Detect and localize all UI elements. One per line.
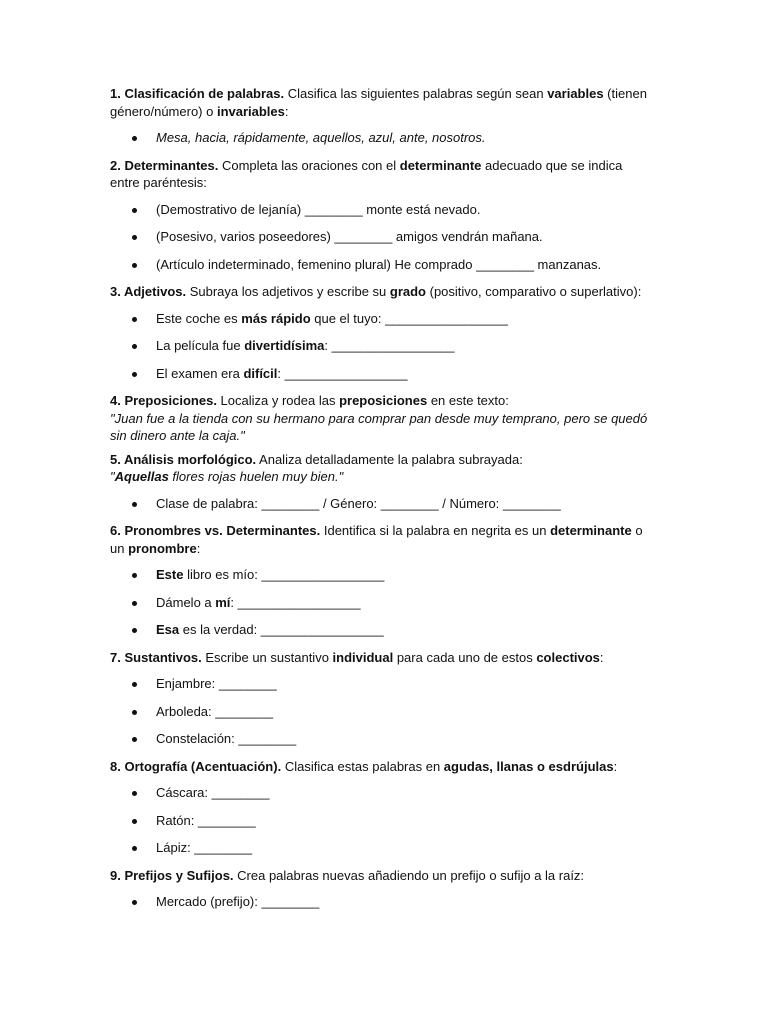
bullet-icon bbox=[132, 208, 137, 213]
text-run: en este texto: bbox=[427, 393, 509, 408]
bullet-icon bbox=[132, 682, 137, 687]
list-item bbox=[110, 495, 655, 513]
text-run: Completa las oraciones con el bbox=[218, 157, 400, 173]
bullet-icon bbox=[132, 628, 137, 633]
list-item bbox=[110, 337, 655, 355]
text-run: Cáscara: ________ bbox=[156, 785, 270, 800]
list-item bbox=[110, 594, 655, 612]
text-run: : _________________ bbox=[324, 338, 455, 353]
text-run: Subraya los adjetivos y escribe su bbox=[186, 284, 390, 299]
exercise-1-list bbox=[110, 129, 655, 147]
list-item bbox=[110, 365, 655, 383]
text-run: o un bbox=[110, 523, 643, 556]
text-run: 3. Adjetivos. bbox=[110, 284, 187, 299]
text-run: 2. Determinantes. bbox=[110, 157, 219, 173]
text-run: "Juan fue a la tienda con su hermano para comprar pan desde muy temprano, pero se quedó sin dinero ante la caja." bbox=[110, 410, 648, 443]
text-run: 7. Sustantivos. bbox=[110, 649, 202, 665]
text-run: : bbox=[284, 103, 289, 119]
list-item bbox=[110, 129, 655, 147]
exercise-5-list bbox=[110, 495, 655, 513]
list-item bbox=[110, 621, 655, 639]
bullet-icon bbox=[132, 846, 137, 851]
exercise-9-prompt bbox=[110, 867, 655, 885]
exercise-8-list bbox=[110, 784, 655, 857]
list-item bbox=[110, 566, 655, 584]
text-run: Constelación: ________ bbox=[156, 731, 297, 746]
bullet-icon bbox=[132, 819, 137, 824]
text-run: Identifica si la palabra en negrita es un bbox=[320, 523, 551, 538]
text-run: La película fue bbox=[156, 338, 245, 353]
text-run: Ratón: ________ bbox=[156, 812, 256, 828]
text-run: variables bbox=[547, 86, 604, 101]
exercise-9-list bbox=[110, 893, 655, 911]
bullet-icon bbox=[132, 573, 137, 578]
bullet-icon bbox=[132, 791, 137, 796]
text-run: Arboleda: ________ bbox=[156, 703, 274, 719]
bullet-icon bbox=[132, 235, 137, 240]
list-item bbox=[110, 201, 655, 219]
text-run: 6. Pronombres vs. Determinantes. bbox=[110, 523, 321, 538]
text-run: El examen era bbox=[156, 365, 244, 381]
bullet-icon bbox=[132, 344, 137, 349]
text-run: 1. Clasificación de palabras. bbox=[110, 86, 285, 101]
text-run: 4. Preposiciones. bbox=[110, 393, 217, 408]
text-run: Clasifica estas palabras en bbox=[281, 758, 444, 774]
text-run: Esa bbox=[156, 622, 180, 637]
list-item bbox=[110, 839, 655, 857]
text-run: Analiza detalladamente la palabra subrayada: bbox=[256, 451, 523, 467]
text-run: : bbox=[599, 649, 604, 665]
text-run: difícil bbox=[243, 365, 278, 381]
list-item bbox=[110, 893, 655, 911]
text-run: 8. Ortografía (Acentuación). bbox=[110, 758, 282, 774]
text-run: : bbox=[613, 758, 618, 774]
text-run: : _________________ bbox=[277, 365, 408, 381]
exercise-7-prompt bbox=[110, 649, 655, 667]
text-run: Escribe un sustantivo bbox=[201, 649, 333, 665]
bullet-icon bbox=[132, 900, 137, 905]
text-run: Clase de palabra: ________ / Género: ________ / Número: ________ bbox=[156, 495, 561, 511]
list-item bbox=[110, 812, 655, 830]
exercise-3-prompt bbox=[110, 283, 655, 301]
text-run: libro es mío: _________________ bbox=[183, 567, 385, 582]
text-run: " bbox=[110, 469, 115, 484]
exercise-1-prompt bbox=[110, 85, 655, 120]
exercise-5-prompt bbox=[110, 451, 655, 486]
exercise-6-list bbox=[110, 566, 655, 639]
bullet-icon bbox=[132, 136, 137, 141]
text-run: Mercado (prefijo): ________ bbox=[156, 894, 320, 909]
bullet-icon bbox=[132, 710, 137, 715]
list-item bbox=[110, 228, 655, 246]
text-run: agudas, llanas o esdrújulas bbox=[443, 758, 614, 774]
text-run: individual bbox=[332, 649, 394, 665]
text-run: colectivos bbox=[536, 649, 600, 665]
text-run: (Posesivo, varios poseedores) ________ amigos vendrán mañana. bbox=[156, 229, 543, 244]
bullet-icon bbox=[132, 263, 137, 268]
bullet-icon bbox=[132, 737, 137, 742]
bullet-icon bbox=[132, 317, 137, 322]
text-run: preposiciones bbox=[339, 393, 428, 408]
exercise-2-list bbox=[110, 201, 655, 274]
exercise-7-list bbox=[110, 675, 655, 748]
text-run: (tienen género/número) o bbox=[110, 86, 647, 119]
text-run: para cada uno de estos bbox=[393, 649, 537, 665]
text-run: Localiza y rodea las bbox=[216, 393, 340, 408]
list-item bbox=[110, 256, 655, 274]
text-run: Este bbox=[156, 567, 184, 582]
exercise-3-list bbox=[110, 310, 655, 383]
text-run: : bbox=[196, 540, 201, 556]
text-run: determinante bbox=[399, 157, 482, 173]
text-run: pronombre bbox=[128, 540, 197, 556]
text-run: Clasifica las siguientes palabras según sean bbox=[284, 86, 548, 101]
text-run: Crea palabras nuevas añadiendo un prefijo o sufijo a la raíz: bbox=[233, 867, 585, 883]
exercise-8-prompt bbox=[110, 758, 655, 776]
text-run: Enjambre: ________ bbox=[156, 676, 277, 691]
exercise-2-prompt bbox=[110, 157, 655, 192]
text-run: 9. Prefijos y Sufijos. bbox=[110, 867, 234, 883]
text-run: (Artículo indeterminado, femenino plural) He comprado ________ manzanas. bbox=[156, 256, 602, 272]
text-run: 5. Análisis morfológico. bbox=[110, 451, 257, 467]
text-run: es la verdad: _________________ bbox=[179, 622, 384, 637]
list-item bbox=[110, 730, 655, 748]
bullet-icon bbox=[132, 372, 137, 377]
text-run: (positivo, comparativo o superlativo): bbox=[426, 284, 642, 299]
list-item bbox=[110, 784, 655, 802]
document-body bbox=[110, 85, 655, 921]
text-run: Aquellas bbox=[114, 469, 169, 484]
list-item bbox=[110, 310, 655, 328]
text-run: Lápiz: ________ bbox=[156, 840, 253, 855]
bullet-icon bbox=[132, 601, 137, 606]
text-run: invariables bbox=[216, 103, 285, 119]
text-run: flores rojas huelen muy bien." bbox=[168, 469, 344, 484]
bullet-icon bbox=[132, 502, 137, 507]
exercise-4-prompt bbox=[110, 392, 655, 445]
text-run: determinante bbox=[550, 523, 632, 538]
text-run: divertidísima bbox=[244, 338, 325, 353]
text-run: más rápido bbox=[241, 310, 311, 326]
text-run: Dámelo a bbox=[156, 594, 216, 610]
text-run: Este coche es bbox=[156, 310, 242, 326]
text-run: grado bbox=[389, 284, 427, 299]
exercise-6-prompt bbox=[110, 522, 655, 557]
text-run: : _________________ bbox=[230, 594, 361, 610]
text-run: mí bbox=[215, 594, 231, 610]
text-run: adecuado que se indica entre paréntesis: bbox=[110, 157, 623, 190]
text-run: (Demostrativo de lejanía) ________ monte está nevado. bbox=[156, 201, 481, 217]
text-run: Mesa, hacia, rápidamente, aquellos, azul, ante, nosotros. bbox=[156, 130, 486, 145]
list-item bbox=[110, 675, 655, 693]
list-item bbox=[110, 703, 655, 721]
text-run: que el tuyo: _________________ bbox=[310, 310, 508, 326]
